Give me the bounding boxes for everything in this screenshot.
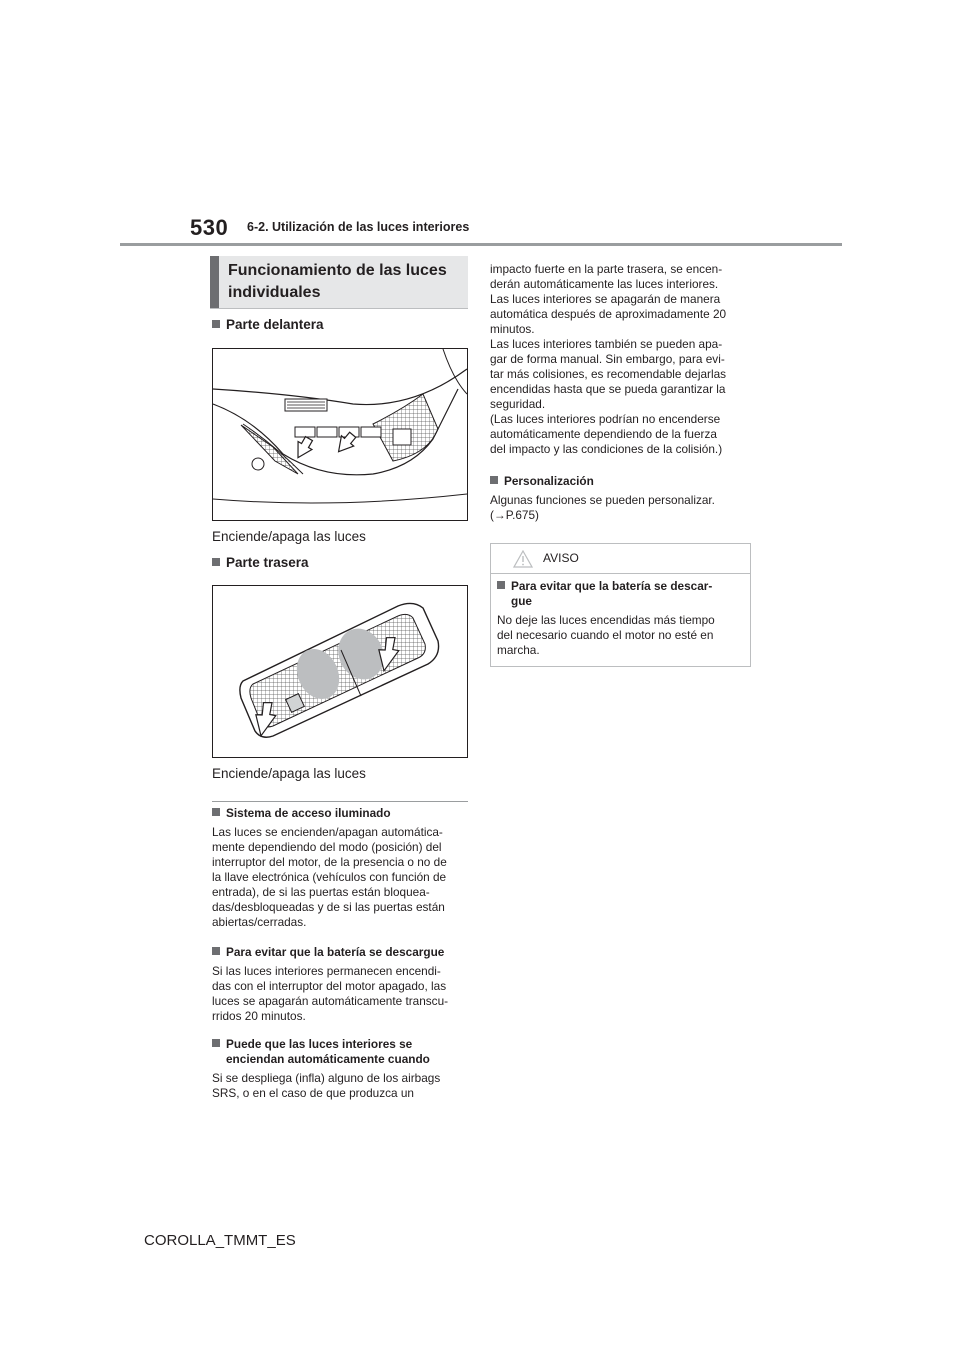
section-title-line: individuales (228, 284, 321, 301)
page-reference: (→P.675) (490, 508, 539, 522)
note-heading-text: Para evitar que la batería se descargue (226, 945, 445, 959)
text-line: rridos 20 minutos. (212, 1009, 306, 1023)
front-caption: Enciende/apaga las luces (212, 529, 366, 544)
note-heading (212, 806, 472, 821)
note-heading-text: Puede que las luces interiores se (226, 1037, 413, 1051)
text-line: Algunas funciones se pueden personalizar. (490, 493, 715, 507)
text-line: abiertas/cerradas. (212, 915, 307, 929)
text-line: encendidas hasta que se pueda garantizar la (490, 382, 726, 396)
bullet-square-icon (212, 1039, 220, 1047)
bullet-square-icon (497, 581, 505, 589)
note-automatic-lighting (212, 1037, 472, 1101)
text-line: Las luces se encienden/apagan automática- (212, 825, 443, 839)
text-line: Las luces interiores se apagarán de manera (490, 292, 721, 306)
text-line: tar más colisiones, es recomendable dejarlas (490, 367, 727, 381)
text-line: interruptor del motor, de la presencia o no de (212, 855, 447, 869)
continued-text (490, 262, 755, 457)
front-heading-text: Parte delantera (226, 317, 324, 332)
text-line: das con el interruptor del motor apagado, las (212, 979, 447, 993)
front-heading (212, 317, 324, 332)
section-title-underline (210, 308, 468, 309)
footer-model-code: COROLLA_TMMT_ES (144, 1232, 296, 1249)
text-line: minutos. (490, 322, 535, 336)
rear-dome-light-image (213, 586, 467, 757)
note-heading-text: enciendan automáticamente cuando (226, 1052, 430, 1066)
warning-heading-text: Para evitar que la batería se descar- (511, 579, 713, 593)
note-body (212, 1071, 472, 1101)
warning-header (491, 544, 750, 574)
text-line: del impacto y las condiciones de la colisión.) (490, 442, 723, 456)
text-line: impacto fuerte en la parte trasera, se encen- (490, 262, 723, 276)
arrow-icon (291, 435, 316, 462)
section-title (210, 256, 468, 308)
page-number: 530 (190, 215, 229, 240)
text-line: Las luces interiores también se pueden apa- (490, 337, 723, 351)
warning-body (497, 613, 744, 658)
header-divider (120, 243, 842, 246)
rear-heading-text: Parte trasera (226, 555, 309, 570)
note-heading-text: Personalización (504, 474, 594, 488)
text-line: la llave electrónica (vehículos con función de (212, 870, 447, 884)
text-line: No deje las luces encendidas más tiempo (497, 613, 715, 627)
text-line: das/desbloqueadas y de si las puertas están (212, 900, 445, 914)
bullet-square-icon (212, 558, 220, 566)
note-heading (490, 474, 755, 489)
note-illuminated-entry (212, 806, 472, 930)
rear-light-illustration (212, 585, 468, 758)
text-line: luces se apagarán automáticamente transcu- (212, 994, 449, 1008)
rear-caption: Enciende/apaga las luces (212, 766, 366, 781)
notes-divider (212, 801, 468, 802)
text-line: del necesario cuando el motor no esté en (497, 628, 714, 642)
rear-heading (212, 555, 309, 570)
text-line: (Las luces interiores podrían no encenderse (490, 412, 721, 426)
warning-triangle-icon (513, 550, 533, 568)
note-heading (212, 945, 472, 960)
text-line: automática después de aproximadamente 20 (490, 307, 727, 321)
front-overhead-console-image (213, 349, 467, 520)
warning-content (491, 574, 750, 658)
section-header: 6-2. Utilización de las luces interiores (247, 220, 470, 234)
note-heading (212, 1037, 472, 1067)
text-line: mente dependiendo del modo (posición) del (212, 840, 442, 854)
text-line: entrada), de si las puertas están bloquea- (212, 885, 430, 899)
text-line: marcha. (497, 643, 540, 657)
note-customization (490, 474, 755, 523)
bullet-square-icon (212, 808, 220, 816)
note-body (212, 825, 472, 930)
warning-heading (497, 579, 744, 609)
note-body (490, 493, 755, 523)
bullet-square-icon (212, 320, 220, 328)
text-line: seguridad. (490, 397, 546, 411)
note-battery-discharge (212, 945, 472, 1024)
bullet-square-icon (490, 476, 498, 484)
text-line: automáticamente dependiendo de la fuerza (490, 427, 717, 441)
front-light-illustration (212, 348, 468, 521)
note-heading-text: Sistema de acceso iluminado (226, 806, 391, 820)
bullet-square-icon (212, 947, 220, 955)
section-title-line: Funcionamiento de las luces (228, 262, 447, 279)
warning-heading-text: gue (511, 594, 532, 608)
text-line: gar de forma manual. Sin embargo, para evi- (490, 352, 725, 366)
warning-label: AVISO (543, 551, 579, 565)
warning-box (490, 543, 751, 667)
text-line: Si las luces interiores permanecen encendi- (212, 964, 441, 978)
note-body (212, 964, 472, 1024)
text-line: Si se despliega (infla) alguno de los airbags (212, 1071, 441, 1085)
text-line: SRS, o en el caso de que produzca un (212, 1086, 414, 1100)
text-line: derán automáticamente las luces interiores. (490, 277, 719, 291)
